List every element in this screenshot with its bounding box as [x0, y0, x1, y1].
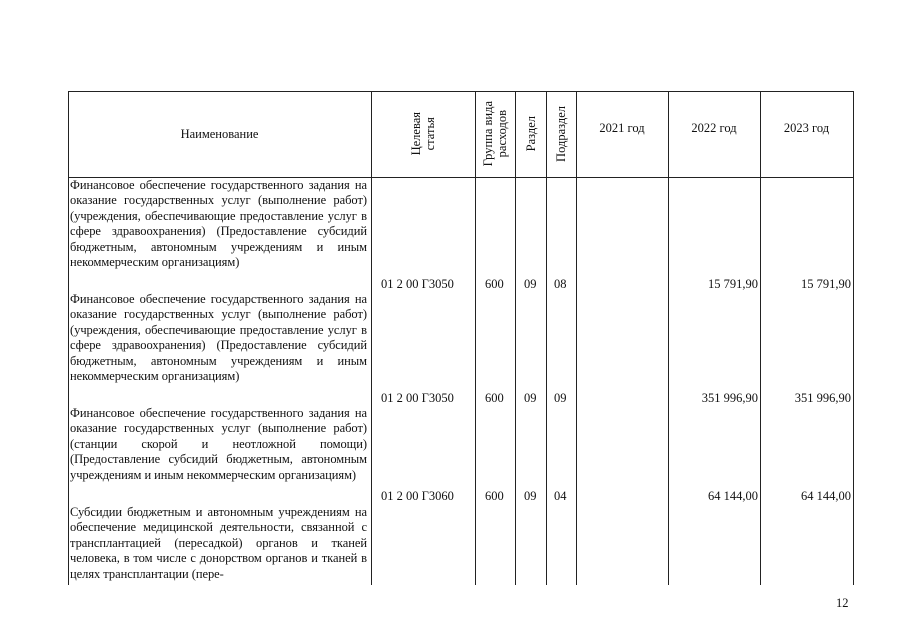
- row-2023: 15 791,90: [801, 277, 851, 291]
- header-section-label: Раздел: [523, 116, 538, 152]
- header-subsection-label: Подраздел: [554, 106, 568, 162]
- row-code: 01 2 00 Г3050: [381, 277, 454, 291]
- row-subsection: 08: [554, 277, 567, 291]
- row-name: Финансовое обеспечение государственного задания на оказание государственных услуг (выполнение работ) (учреждения, обеспечивающие предоставление услуг в сфере здравоохранения) (Предоставление субсидий бюджетным, автономным учреждениям и иным некоммерческим организациям): [70, 178, 367, 270]
- row-2023: 351 996,90: [794, 391, 851, 405]
- row-2022: 15 791,90: [708, 277, 758, 291]
- row-2022: 351 996,90: [701, 391, 758, 405]
- header-2021-label: 2021 год: [599, 121, 645, 135]
- header-target-article-label: Целевая статья: [409, 112, 437, 156]
- header-expense-group-label: Группа вида расходов: [481, 101, 509, 167]
- header-2021: [576, 91, 668, 177]
- header-expense-group: [475, 91, 515, 177]
- header-name-label: Наименование: [180, 126, 259, 141]
- row-section: 09: [524, 489, 537, 503]
- page-number: 12: [836, 596, 849, 610]
- table-border-right: [853, 91, 854, 585]
- row-section: 09: [524, 277, 537, 291]
- row-code: 01 2 00 Г3060: [381, 489, 454, 503]
- row-name: Субсидии бюджетным и автономным учреждениям на обеспечение медицинской деятельности, связанной с трансплантацией (пересадкой) органов и тканей человека, в том числе с донорством органов и тканей в целях трансплантации (пере-: [70, 505, 367, 581]
- row-2023: 64 144,00: [801, 489, 851, 503]
- header-2023: [760, 91, 853, 177]
- row-section: 09: [524, 391, 537, 405]
- header-name: [68, 91, 371, 177]
- row-subsection: 09: [554, 391, 567, 405]
- row-group: 600: [485, 391, 504, 405]
- row-name: Финансовое обеспечение государственного задания на оказание государственных услуг (выполнение работ) (станции скорой и неотложной помощи) (Предоставление субсидий бюджетным, автономным учреждениям и иным некоммерческим организациям): [70, 406, 367, 482]
- row-subsection: 04: [554, 489, 567, 503]
- header-2022-label: 2022 год: [691, 121, 737, 135]
- row-group: 600: [485, 277, 504, 291]
- row-group: 600: [485, 489, 504, 503]
- header-subsection: [546, 91, 576, 177]
- header-section: [515, 91, 546, 177]
- budget-table: [68, 91, 854, 585]
- header-2023-label: 2023 год: [783, 121, 830, 135]
- row-2022: 64 144,00: [708, 489, 758, 503]
- header-2022: [668, 91, 760, 177]
- row-code: 01 2 00 Г3050: [381, 391, 454, 405]
- row-name: Финансовое обеспечение государственного задания на оказание государственных услуг (выполнение работ) (учреждения, обеспечивающие предоставление услуг в сфере здравоохранения) (Предоставление субсидий бюджетным, автономным учреждениям и иным некоммерческим организациям): [70, 292, 367, 384]
- header-target-article: [371, 91, 475, 177]
